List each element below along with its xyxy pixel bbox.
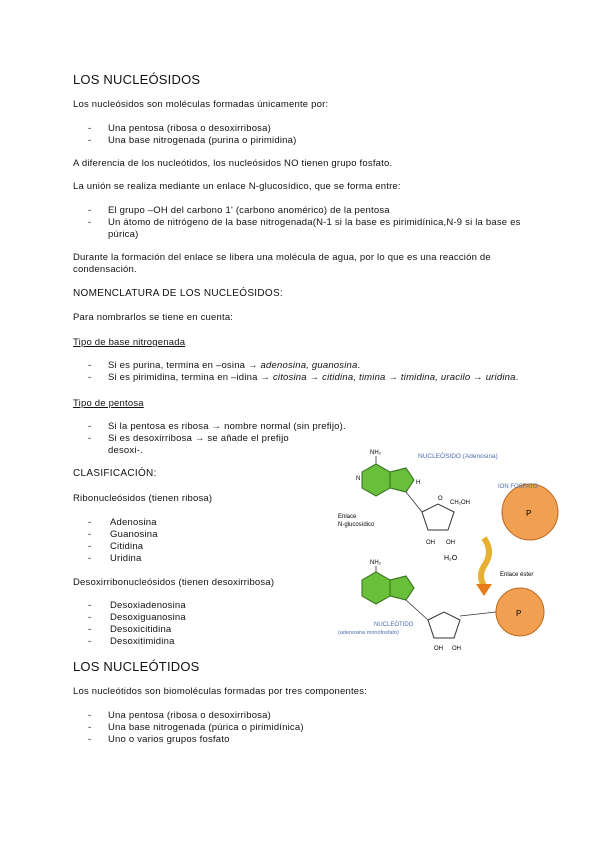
union-items-list (88, 205, 538, 241)
nucleotides-intro: Los nucleótidos son biomoléculas formadas por tres componentes: (73, 686, 368, 697)
condensation-note: Durante la formación del enlace se libera una molécula de agua, por lo que es una reacción de condensación. (73, 252, 491, 275)
oh-label-1: OH (426, 540, 435, 546)
difference-note: A diferencia de los nucleótidos, los nucleósidos NO tienen grupo fosfato. (73, 158, 393, 169)
nucleotide-subcaption: (adenosina monofosfato) (338, 630, 399, 636)
nucleoside-components-list (88, 123, 538, 147)
o-label-top: O (438, 496, 443, 502)
nh2-label-top: NH₂ (370, 450, 381, 456)
deoxy-prefix: desoxi-. (108, 445, 143, 456)
nomenclature-intro: Para nombrarlos se tiene en cuenta: (73, 312, 234, 323)
deoxyribonucleosides-heading: Desoxirribonucleósidos (tienen desoxirribosa) (73, 577, 275, 588)
oh-label-3: OH (434, 646, 443, 650)
bond-label-2: N-glucosídico (338, 522, 375, 528)
nh2-label-bottom: NH₂ (370, 560, 381, 566)
phosphate-ion-top (502, 484, 558, 540)
ch2oh-label: CH₂OH (450, 500, 470, 506)
ribose-ring-top (422, 504, 454, 530)
nucleotide-formation-diagram (334, 440, 564, 650)
n-label: N (356, 476, 361, 482)
bond-label: Enlace (338, 514, 357, 520)
p-label-bottom: P (516, 609, 522, 618)
oh-label-4: OH (452, 646, 461, 650)
list-item: - Una pentosa (ribosa o desoxirribosa) (88, 123, 538, 135)
pyrimidine-examples: citosina → citidina, timina → timidina, uracilo → uridina (272, 372, 516, 383)
deoxy-rule: Si es desoxirribosa → se añade el prefijo (108, 433, 289, 444)
list-item: - Desoxiguanosina (88, 612, 538, 624)
adenine-base-top (362, 464, 414, 496)
nomenclature-title: NOMENCLATURA DE LOS NUCLEÓSIDOS: (73, 288, 284, 299)
section-title-nucleosides: LOS NUCLEÓSIDOS (73, 72, 201, 87)
pyrimidine-rule: Si es pirimidina, termina en –idina → (108, 372, 273, 383)
list-item: - Uno o varios grupos fosfato (88, 734, 538, 746)
list-item: - Uridina (88, 553, 538, 565)
adenine-base-bottom (362, 572, 414, 604)
classification-title: CLASIFICACIÓN: (73, 468, 157, 479)
phosphate-group-bottom (496, 588, 544, 636)
nucleoside-caption: NUCLEÓSIDO (Adenosina) (418, 453, 498, 460)
base-type-heading: Tipo de base nitrogenada (73, 337, 186, 348)
p-label-top: P (526, 509, 532, 518)
purine-rule: Si es purina, termina en –osina → (108, 360, 261, 371)
section-title-nucleotides: LOS NUCLEÓTIDOS (73, 659, 200, 674)
reaction-arrow (476, 584, 492, 596)
water-label: H₂O (444, 555, 458, 562)
list-item: - Guanosina (88, 529, 538, 541)
nucleosides-intro: Los nucleósidos son moléculas formadas únicamente por: (73, 99, 329, 110)
list-item: - El grupo –OH del carbono 1' (carbono anomérico) de la pentosa (88, 205, 538, 217)
base-type-rules (88, 360, 538, 384)
phosphate-caption: ION FOSFATO (498, 484, 538, 490)
list-item: - Desoxiadenosina (88, 600, 538, 612)
list-item: - Desoxitimidina (88, 636, 538, 648)
pentose-type-heading: Tipo de pentosa (73, 398, 144, 409)
list-item: - Si es purina, termina en –osina → adenosina, guanosina. (88, 360, 538, 372)
list-item: - Citidina (88, 541, 538, 553)
list-item: - Desoxicitidina (88, 624, 538, 636)
ribose-ring-bottom (428, 612, 460, 638)
union-intro: La unión se realiza mediante un enlace N-glucosídico, que se forma entre: (73, 181, 401, 192)
ester-bond-label: Enlace éster (500, 572, 534, 578)
list-item: - Adenosina (88, 517, 538, 529)
list-item: - Si es pirimidina, termina en –idina → citosina → citidina, timina → timidina, uracilo → uridina. (88, 372, 538, 384)
list-item: - Una pentosa (ribosa o desoxirribosa) (88, 710, 538, 722)
h-label: H (416, 480, 421, 486)
nucleotide-caption: NUCLEÓTIDO (374, 622, 414, 628)
oh-label-2: OH (446, 540, 455, 546)
purine-examples: adenosina, guanosina (260, 360, 358, 371)
nucleotide-components-list (88, 710, 538, 746)
list-item: - Si la pentosa es ribosa → nombre normal (sin prefijo). (88, 421, 538, 433)
list-item: - Una base nitrogenada (purina o pirimidina) (88, 135, 538, 147)
ribonucleosides-heading: Ribonucleósidos (tienen ribosa) (73, 493, 213, 504)
list-item: - Un átomo de nitrógeno de la base nitrogenada(N-1 si la base es pirimidínica,N-9 si la base es púrica) (88, 217, 538, 241)
list-item: - Una base nitrogenada (púrica o pirimidínica) (88, 722, 538, 734)
